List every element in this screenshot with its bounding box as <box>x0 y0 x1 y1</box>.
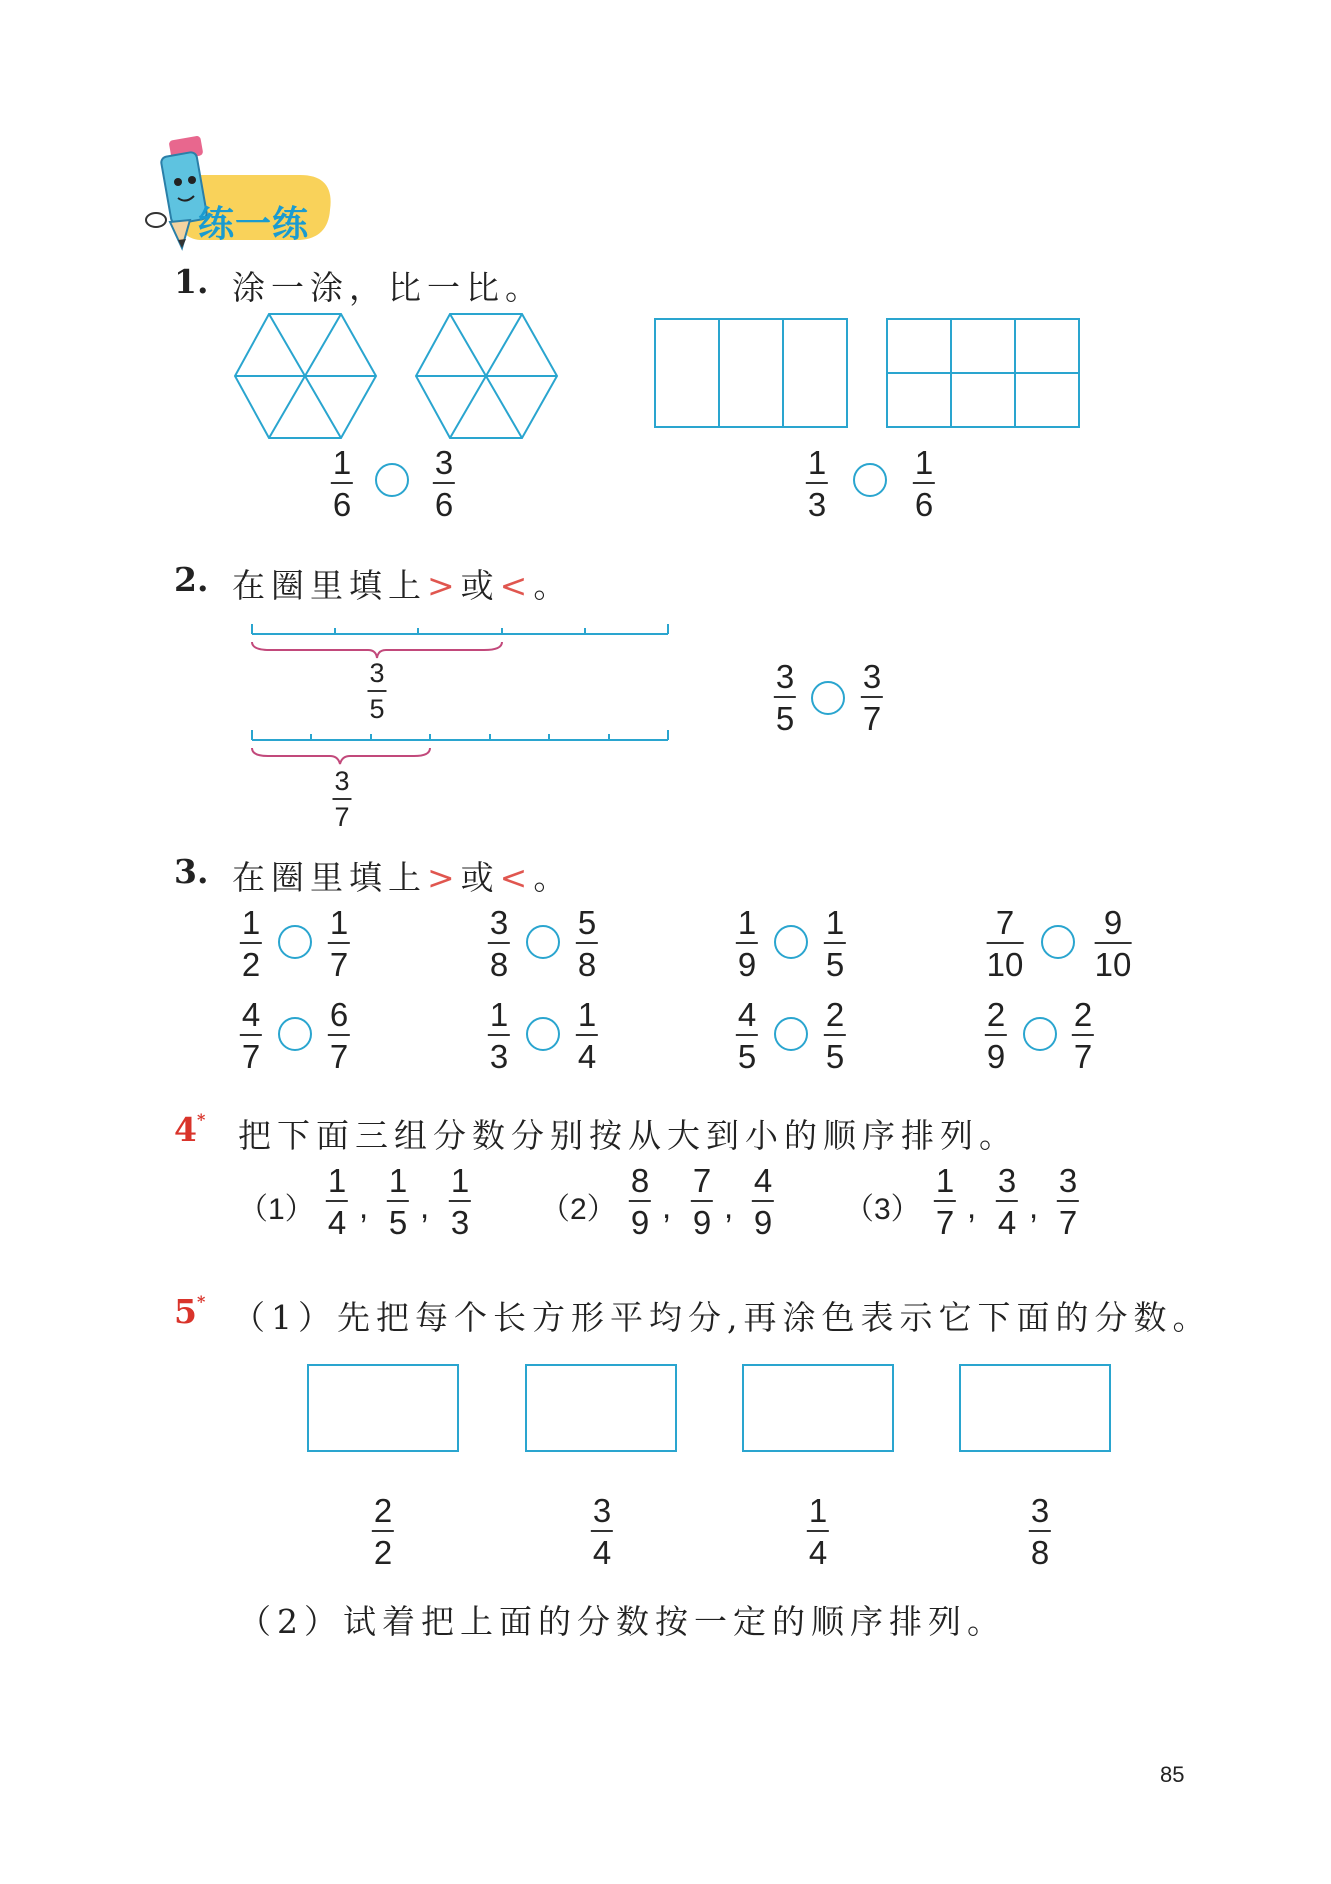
section-title: 练一练 <box>198 204 310 245</box>
hexagon-1 <box>233 312 378 440</box>
compare-circle[interactable] <box>774 925 808 959</box>
fraction: 1 3 <box>807 444 827 523</box>
rectangle-thirds <box>654 318 848 428</box>
compare-circle[interactable] <box>375 463 409 497</box>
comma: , <box>724 1188 734 1225</box>
fraction: 3 6 <box>434 444 454 523</box>
shade-rectangle[interactable] <box>959 1364 1111 1452</box>
compare-circle[interactable] <box>853 463 887 497</box>
comma: , <box>662 1188 672 1225</box>
q2-number: 2. <box>174 560 209 599</box>
comma: , <box>967 1188 977 1225</box>
fraction: 1 4 <box>577 996 597 1075</box>
fraction: 3 4 <box>592 1492 612 1571</box>
fraction: 1 4 <box>808 1492 828 1571</box>
fraction: 3 7 <box>1058 1162 1078 1241</box>
fraction: 3 4 <box>997 1162 1017 1241</box>
rectangle-sixths <box>886 318 1080 428</box>
comma: , <box>420 1188 430 1225</box>
number-line-sevenths <box>250 728 680 788</box>
fraction: 3 5 <box>369 658 385 724</box>
shade-rectangle[interactable] <box>525 1364 677 1452</box>
page-number: 85 <box>1160 1762 1185 1787</box>
compare-circle[interactable] <box>278 1017 312 1051</box>
fraction: 1 6 <box>914 444 934 523</box>
fraction: 2 7 <box>1073 996 1093 1075</box>
fraction: 1 3 <box>489 996 509 1075</box>
q3-number: 3. <box>174 852 209 891</box>
group-label: （1） <box>238 1193 315 1226</box>
group-label: （2） <box>540 1193 617 1226</box>
shade-rectangle[interactable] <box>742 1364 894 1452</box>
fraction: 1 5 <box>825 904 845 983</box>
compare-circle[interactable] <box>278 925 312 959</box>
compare-circle[interactable] <box>1041 925 1075 959</box>
fraction: 9 10 <box>1094 904 1132 983</box>
fraction: 1 7 <box>935 1162 955 1241</box>
fraction: 2 9 <box>986 996 1006 1075</box>
fraction: 6 7 <box>329 996 349 1075</box>
comma: , <box>359 1188 369 1225</box>
fraction: 1 3 <box>450 1162 470 1241</box>
compare-circle[interactable] <box>526 925 560 959</box>
q1-instruction: 涂一涂，比一比。 <box>232 268 544 307</box>
fraction: 3 8 <box>489 904 509 983</box>
fraction: 8 9 <box>630 1162 650 1241</box>
fraction: 4 9 <box>753 1162 773 1241</box>
q5-number: 5* <box>174 1292 206 1331</box>
q5-part1: （1）先把每个长方形平均分,再涂色表示它下面的分数。 <box>232 1298 1212 1337</box>
number-line-fifths <box>250 622 680 682</box>
q4-instruction: 把下面三组分数分别按从大到小的顺序排列。 <box>238 1116 1018 1155</box>
fraction: 1 9 <box>737 904 757 983</box>
q1-number: 1. <box>174 262 209 301</box>
fraction: 4 5 <box>737 996 757 1075</box>
q2-instruction: 在圈里填上>或<。 <box>232 566 573 605</box>
shade-rectangle[interactable] <box>307 1364 459 1452</box>
fraction: 7 10 <box>986 904 1024 983</box>
compare-circle[interactable] <box>811 681 845 715</box>
q4-number: 4* <box>174 1110 206 1149</box>
q5-part2: （2）试着把上面的分数按一定的顺序排列。 <box>238 1602 1006 1641</box>
compare-circle[interactable] <box>1023 1017 1057 1051</box>
fraction: 1 4 <box>327 1162 347 1241</box>
fraction: 3 8 <box>1030 1492 1050 1571</box>
compare-circle[interactable] <box>526 1017 560 1051</box>
fraction: 2 5 <box>825 996 845 1075</box>
fraction: 4 7 <box>241 996 261 1075</box>
fraction: 5 8 <box>577 904 597 983</box>
comma: , <box>1029 1188 1039 1225</box>
fraction: 2 2 <box>373 1492 393 1571</box>
compare-circle[interactable] <box>774 1017 808 1051</box>
fraction: 1 6 <box>332 444 352 523</box>
group-label: （3） <box>844 1193 921 1226</box>
fraction: 7 9 <box>692 1162 712 1241</box>
hexagon-2 <box>414 312 559 440</box>
fraction: 3 5 <box>775 658 795 737</box>
fraction: 3 7 <box>334 766 350 832</box>
fraction: 1 7 <box>329 904 349 983</box>
fraction: 1 2 <box>241 904 261 983</box>
fraction: 1 5 <box>388 1162 408 1241</box>
q3-instruction: 在圈里填上>或<。 <box>232 858 573 897</box>
fraction: 3 7 <box>862 658 882 737</box>
